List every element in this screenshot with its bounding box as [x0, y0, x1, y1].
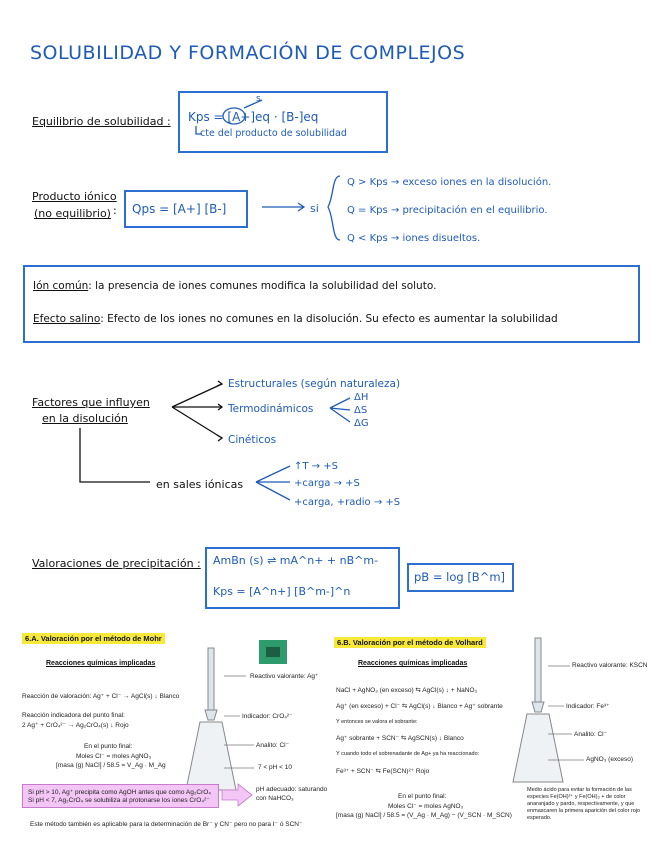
volhard-r2: Ag⁺ (en exceso) + Cl⁻ ⇆ AgCl(s) ↓ Blanco + Ag⁺ sobrante	[336, 703, 503, 710]
sales-1: ↑T → +S	[294, 461, 338, 472]
valoraciones-reaction: AmBn (s) ⇌ mA^n+ + nB^m-	[213, 554, 379, 567]
qps-formula: Qps = [A+] [B-]	[132, 202, 227, 216]
volhard-exceso: AgNO₃ (exceso)	[586, 756, 634, 763]
volhard-r4: Fe³⁺ + SCN⁻ ⇆ Fe(SCN)²⁺ Rojo	[336, 768, 430, 775]
factores-label-2: en la disolución	[42, 412, 128, 425]
thermo-ds: ΔS	[354, 405, 368, 416]
volhard-final-1: En el punto final:	[398, 793, 447, 800]
mohr-reacciones: Reacciones químicas implicadas	[46, 660, 156, 667]
volhard-indicador: Indicador: Fe³⁺	[566, 703, 610, 710]
si-label: si	[310, 202, 319, 215]
volhard-analito: Analito: Cl⁻	[574, 731, 608, 738]
mohr-final-3: [masa (g) NaCl] / 58.5 = V_Ag · M_Ag	[56, 762, 166, 769]
s-mark: s	[256, 94, 261, 104]
kps-note: cte del producto de solubilidad	[200, 128, 347, 139]
mohr-final-2: Moles Cl⁻ = moles AgNO₃	[76, 753, 152, 760]
producto-ionico-label: Producto iónico	[32, 190, 117, 203]
volhard-r3-note: Y entonces se valora el sobrante:	[336, 719, 418, 725]
mohr-heading: 6.A. Valoración por el método de Mohr	[22, 633, 165, 644]
efecto-salino-text: : Efecto de los iones no comunes en la disolución. Su efecto es aumentar la solubilidad	[100, 313, 558, 325]
volhard-r3: Ag⁺ sobrante + SCN⁻ ⇆ AgSCN(s) ↓ Blanco	[336, 735, 464, 742]
mohr-valoracion: Reacción de valoración: Ag⁺ + Cl⁻ → AgCl(s) ↓ Blanco	[22, 693, 180, 700]
branch-cineticos: Cinéticos	[228, 434, 277, 446]
ion-comun-text: : la presencia de iones comunes modifica la solubilidad del soluto.	[88, 280, 437, 292]
kps-formula: Kps = [A+]eq · [B-]eq	[188, 110, 319, 124]
mohr-analito: Analito: Cl⁻	[256, 742, 290, 749]
page-title: SOLUBILIDAD Y FORMACIÓN DE COMPLEJOS	[30, 42, 466, 64]
valoraciones-label: Valoraciones de precipitación :	[32, 557, 201, 570]
mohr-ph-adecuado-1: pH adecuado: saturando	[256, 786, 328, 793]
case-1: Q > Kps → exceso iones en la disolución.	[347, 177, 552, 188]
case-2: Q = Kps → precipitación en el equilibrio.	[347, 205, 548, 216]
mohr-indicadora-1: Reacción indicadora del punto final:	[22, 712, 125, 719]
mohr-reactivo: Reactivo valorante: Ag⁺	[250, 673, 319, 680]
mohr-pink-2: Si pH < 7, Ag₂CrO₄ se solubiliza al protonarse los iones CrO₄²⁻	[28, 797, 210, 804]
sales-3: +carga, +radio → +S	[294, 497, 401, 508]
factores-label-1: Factores que influyen	[32, 396, 150, 409]
branch-termodinamicos: Termodinámicos	[228, 403, 314, 415]
ion-comun-label: Ión común	[33, 280, 89, 292]
case-3: Q < Kps → iones disueltos.	[347, 233, 481, 244]
mohr-indicador: Indicador: CrO₄²⁻	[242, 713, 293, 720]
thermo-dh: ΔH	[354, 392, 369, 403]
producto-ionico-sublabel: (no equilibrio)	[34, 207, 111, 220]
mohr-indicadora-2: 2 Ag⁺ + CrO₄²⁻ → Ag₂CrO₄(s) ↓ Rojo	[22, 722, 129, 729]
volhard-reacciones: Reacciones químicas implicadas	[358, 660, 468, 667]
mohr-pink-1: Si pH > 10, Ag⁺ precipita como AgOH antes que como Ag₂CrO₄	[28, 789, 211, 796]
volhard-reactivo: Reactivo valorante: KSCN	[572, 662, 648, 669]
mohr-final-1: En el punto final:	[84, 743, 133, 750]
volhard-final-2: Moles Cl⁻ = moles AgNO₃	[388, 803, 464, 810]
equilibrio-label: Equilibrio de solubilidad :	[32, 115, 171, 128]
sales-2: +carga → +S	[294, 478, 360, 489]
thermo-dg: ΔG	[354, 418, 369, 429]
volhard-r4-note: Y cuando todo el sobrenadante de Ag+ ya ha reaccionado:	[336, 751, 480, 757]
mohr-ph-adecuado-2: con NaHCO₃	[256, 795, 294, 802]
sales-label: en sales iónicas	[156, 478, 244, 491]
pb-formula: pB = log [B^m]	[414, 570, 506, 584]
mohr-ph: 7 < pH < 10	[258, 764, 292, 771]
mohr-ph-warning	[22, 784, 219, 808]
valoraciones-kps: Kps = [A^n+] [B^m-]^n	[213, 585, 351, 598]
efecto-salino-label: Efecto salino	[33, 313, 101, 325]
volhard-final-3: [masa (g) NaCl] / 58.5 = (V_Ag · M_Ag) − (V_SCN · M_SCN)	[336, 812, 512, 819]
volhard-note: Medio ácido para evitar la formación de las especies Fe(OH)²⁺ y Fe(OH)₃ + de color anaranjado y pardo, respectivamente, y que enmascaren la primera aparición del color rojo esperado.	[527, 787, 641, 821]
branch-estructurales: Estructurales (según naturaleza)	[228, 378, 401, 390]
mohr-footer: Este método también es aplicable para la determinación de Br⁻ y CN⁻ pero no para I⁻ ó SCN⁻	[30, 821, 303, 828]
volhard-heading: 6.B. Valoración por el método de Volhard	[334, 637, 486, 648]
volhard-r1: NaCl + AgNO₃ (en exceso) ⇆ AgCl(s) ↓ + NaNO₃	[336, 687, 478, 694]
